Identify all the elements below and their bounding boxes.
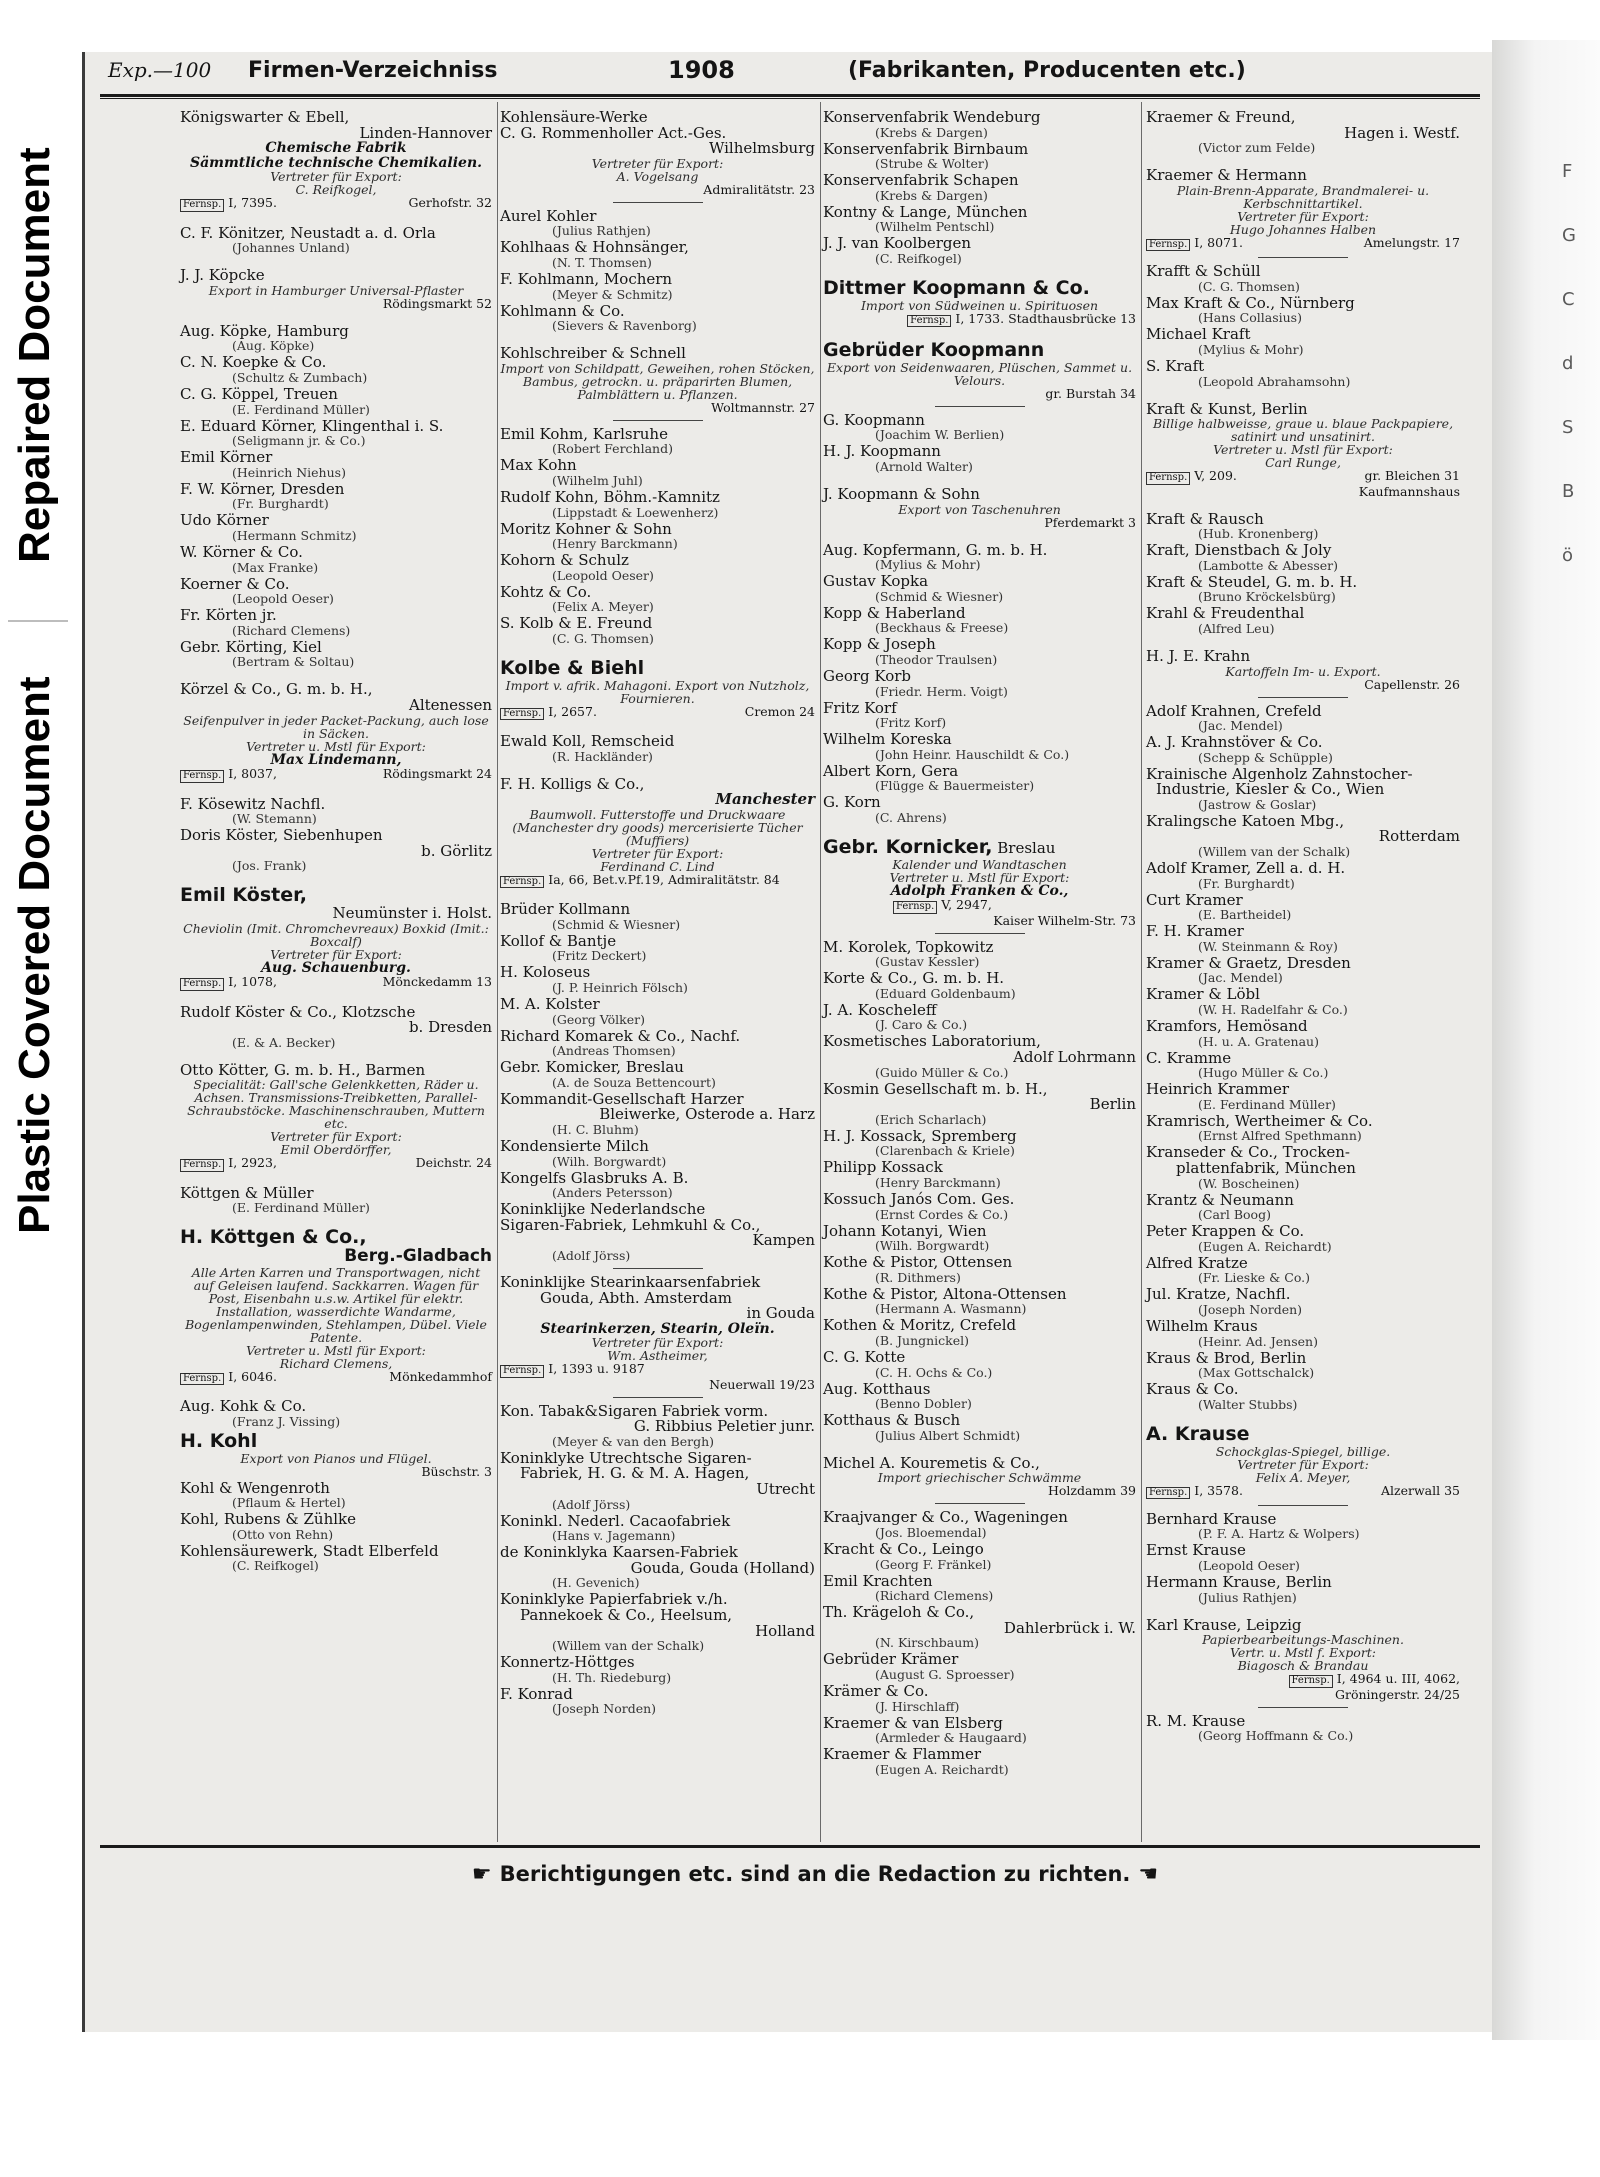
list-item: Konservenfabrik Schapen (Krebs & Dargen) xyxy=(823,171,1019,203)
list-item: Kraus & Co. (Walter Stubbs) xyxy=(1146,1380,1298,1412)
list-item: Karl Krause, Leipzig Papierbearbeitungs-Maschinen. Vertr. u. Mstl f. Export: Biagosch & Brandau Fernsp. I, 4964 u. III, 4062, Gröningerstr. 24/25 xyxy=(1146,1615,1460,1702)
list-item: Kramer & Löbl (W. H. Radelfahr & Co.) xyxy=(1146,985,1348,1018)
list-item: Kraft & Rausch (Hub. Kronenberg) xyxy=(1146,509,1319,542)
list-item: C. G. Kotte (C. H. Ochs & Co.) xyxy=(823,1347,993,1380)
list-item: Aurel Kohler (Julius Rathjen) xyxy=(500,206,651,239)
list-item: Kohtz & Co. (Felix A. Meyer) xyxy=(500,582,654,615)
header-rule xyxy=(100,94,1480,97)
list-item: Kohlschreiber & Schnell Import von Schildpatt, Geweihen, rohen Stöcken, Bambus, getrockn. u. präparirten Blumen, Palmblättern u. Pflanzen. Woltmannstr. 27 xyxy=(500,344,815,415)
list-item: Max Kohn (Wilhelm Juhl) xyxy=(500,456,643,488)
telephone-line: Fernsp. V, 2947, xyxy=(823,898,1136,913)
list-item: Körzel & Co., G. m. b. H., Altenessen Seifenpulver in jeder Packet-Packung, auch lose in Säcken. Vertreter u. Mstl für Export: Max Lindemann, Fernsp. I, 8037, Rödingsmarkt 24 xyxy=(180,680,492,782)
list-item: Krantz & Neumann (Carl Boog) xyxy=(1146,1190,1294,1223)
list-item: Georg Korb (Friedr. Herm. Voigt) xyxy=(823,667,1008,699)
fernsp-badge: Fernsp. xyxy=(180,978,224,990)
list-item: Kracht & Co., Leingo (Georg F. Fränkel) xyxy=(823,1539,992,1572)
list-item: Gebrüder Krämer (August G. Sproesser) xyxy=(823,1650,1015,1682)
list-item: E. Eduard Körner, Klingenthal i. S. (Seligmann jr. & Co.) xyxy=(180,416,444,449)
list-item: Hermann Krause, Berlin (Julius Rathjen) xyxy=(1146,1573,1332,1605)
list-item: S. Kraft (Leopold Abrahamsohn) xyxy=(1146,356,1351,389)
list-item: Ernst Krause (Leopold Oeser) xyxy=(1146,1541,1300,1574)
list-item: J. Koopmann & Sohn Export von Taschenuhren Pferdemarkt 3 xyxy=(823,485,1136,530)
list-item: Kraemer & van Elsberg (Armleder & Haugaard) xyxy=(823,1713,1027,1746)
list-item: Kothe & Pistor, Ottensen (R. Dithmers) xyxy=(823,1253,1013,1285)
list-item: Dittmer Koopmann & Co. Import von Südweinen u. Spirituosen Fernsp. I, 1733. Stadthausbrücke 13 xyxy=(823,276,1136,326)
list-item: F. Kohlmann, Mochern (Meyer & Schmitz) xyxy=(500,269,673,302)
list-item: Fr. Körten jr. (Richard Clemens) xyxy=(180,606,351,638)
list-item: Kollof & Bantje (Fritz Deckert) xyxy=(500,931,647,964)
list-item: Kraemer & Flammer (Eugen A. Reichardt) xyxy=(823,1745,1009,1777)
list-item: Krämer & Co. (J. Hirschlaff) xyxy=(823,1681,960,1714)
list-item: Th. Krägeloh & Co., Dahlerbrück i. W. (N. Kirschbaum) xyxy=(823,1603,1136,1651)
list-item: Rudolf Kohn, Böhm.-Kamnitz (Lippstadt & Loewenherz) xyxy=(500,487,720,520)
fernsp-badge: Fernsp. xyxy=(500,876,544,888)
fernsp-badge: Fernsp. xyxy=(1289,1675,1333,1687)
telephone-line: Fernsp. I, 2923, Deichstr. 24 xyxy=(180,1156,492,1171)
list-item: Fritz Korf (Fritz Korf) xyxy=(823,698,947,731)
list-item: Kralingsche Katoen Mbg., Rotterdam (Willem van der Schalk) xyxy=(1146,811,1460,860)
list-item: Konnertz-Höttges (H. Th. Riedeburg) xyxy=(500,1653,672,1685)
list-item: Aug. Kohk & Co. (Franz J. Vissing) xyxy=(180,1397,341,1429)
list-item: Koninklyke Utrechtsche Sigaren- Fabriek, H. G. & M. A. Hagen, Utrecht (Adolf Jörss) xyxy=(500,1448,815,1512)
list-item: Kothe & Pistor, Altona-Ottensen (Hermann A. Wasmann) xyxy=(823,1284,1067,1317)
list-item: Bernhard Krause (P. F. A. Hartz & Wolpers) xyxy=(1146,1509,1360,1542)
list-item: Koninklijke Nederlandsche Sigaren-Fabriek, Lehmkuhl & Co., Kampen (Adolf Jörss) xyxy=(500,1200,815,1263)
list-item: Kohorn & Schulz (Leopold Oeser) xyxy=(500,551,654,583)
page-number: Exp.—100 xyxy=(108,58,212,82)
list-item: Gebr. Kornicker, Breslau Kalender und Wandtaschen Vertreter u. Mstl für Export: Adolph Franken & Co., Fernsp. V, 2947, Kaiser Wilhelm-Str. 73 xyxy=(823,835,1136,928)
list-item: H. Köttgen & Co., Berg.-Gladbach Alle Arten Karren und Transportwagen, nicht auf Geleisen laufend. Sackkarren. Wagen für Post, Eisenbahn u.s.w. Artikel für elektr. Installation, wasserdichte Wandarme, Bogenlampenwinden, Stehlampen, Dübel. Viele Patente. Vertreter u. Mstl für Export: Richard Clemens, Fernsp. I, 6046. Mönkedammhof xyxy=(180,1226,492,1384)
list-item: H. J. Kossack, Spremberg (Clarenbach & Kriele) xyxy=(823,1126,1017,1159)
list-item: Kohlmann & Co. (Sievers & Ravenborg) xyxy=(500,301,697,334)
list-item: Kohl & Wengenroth (Pflaum & Hertel) xyxy=(180,1478,346,1511)
list-item: Kramrisch, Wertheimer & Co. (Ernst Alfred Spethmann) xyxy=(1146,1111,1373,1144)
entry-divider xyxy=(1258,1707,1348,1708)
list-item: Gustav Kopka (Schmid & Wiesner) xyxy=(823,572,1004,604)
list-item: M. Korolek, Topkowitz (Gustav Kessler) xyxy=(823,937,994,970)
list-item: Koninkl. Nederl. Cacaofabriek (Hans v. Jagemann) xyxy=(500,1511,731,1544)
list-item: Heinrich Krammer (E. Ferdinand Müller) xyxy=(1146,1080,1336,1112)
page-header xyxy=(108,50,1318,90)
list-item: H. J. E. Krahn Kartoffeln Im- u. Export. Capellenstr. 26 xyxy=(1146,646,1460,692)
list-item: Korte & Co., G. m. b. H. (Eduard Goldenbaum) xyxy=(823,969,1016,1001)
fernsp-badge: Fernsp. xyxy=(1146,472,1190,484)
list-item: Kohlensäure-Werke C. G. Rommenholler Act.-Ges. Wilhelmsburg Vertreter für Export: A. Vogelsang Admiralitätstr. 23 xyxy=(500,108,815,197)
list-item: Konservenfabrik Wendeburg (Krebs & Dargen) xyxy=(823,108,1041,140)
list-item: A. Krause Schockglas-Spiegel, billige. Vertreter für Export: Felix A. Meyer, Fernsp. I, 3578. Alzerwall 35 xyxy=(1146,1422,1460,1498)
list-item: Wilhelm Koreska (John Heinr. Hauschildt & Co.) xyxy=(823,730,1070,762)
list-item: Ewald Koll, Remscheid (R. Hackländer) xyxy=(500,732,675,764)
list-item: Curt Kramer (E. Bartheidel) xyxy=(1146,890,1292,923)
entry-divider xyxy=(935,933,1025,934)
fernsp-badge: Fernsp. xyxy=(500,1365,544,1377)
column-separator xyxy=(497,102,498,1842)
next-page-edge-text: F G C d S B ö xyxy=(1562,161,1576,566)
list-item: F. W. Körner, Dresden (Fr. Burghardt) xyxy=(180,479,345,512)
list-item: Kon. Tabak&Sigaren Fabriek vorm. G. Ribbius Peletier junr. (Meyer & van den Bergh) xyxy=(500,1401,815,1449)
next-page-edge xyxy=(1492,40,1600,2040)
list-item: H. J. Koopmann (Arnold Walter) xyxy=(823,442,973,475)
list-item: R. M. Krause (Georg Hoffmann & Co.) xyxy=(1146,1711,1354,1744)
list-item: J. J. van Koolbergen (C. Reifkogel) xyxy=(823,234,972,266)
list-item: G. Koopmann (Joachim W. Berlien) xyxy=(823,410,1005,443)
column-separator xyxy=(820,102,821,1842)
footer-note: ☛ Berichtigungen etc. sind an die Redaction zu richten. ☚ xyxy=(471,1862,1159,1887)
directory-title: Firmen-Verzeichniss xyxy=(248,57,498,83)
list-item: Koninklijke Stearinkaarsenfabriek Gouda, Abth. Amsterdam in Gouda Stearinkerzen, Stearin, Oleïn. Vertreter für Export: Wm. Astheimer, Fernsp. I, 1393 u. 9187 Neuerwall 19/23 xyxy=(500,1272,815,1392)
list-item: Köttgen & Müller (E. Ferdinand Müller) xyxy=(180,1183,370,1216)
fernsp-badge: Fernsp. xyxy=(500,708,544,720)
list-item: Kosmin Gesellschaft m. b. H., Berlin (Erich Scharlach) xyxy=(823,1079,1136,1127)
list-item: Michel A. Kouremetis & Co., Import griechischer Schwämme Holzdamm 39 xyxy=(823,1453,1136,1499)
list-item: Michael Kraft (Mylius & Mohr) xyxy=(1146,325,1304,357)
telephone-line: Fernsp. I, 3578. Alzerwall 35 xyxy=(1146,1484,1460,1499)
entry-divider xyxy=(935,1503,1025,1504)
telephone-line: Fernsp. I, 1078, Mönckedamm 13 xyxy=(180,975,492,990)
list-item: Kraft & Kunst, Berlin Billige halbweisse, graue u. blaue Packpapiere, satinirt und unsatinirt. Vertreter u. Mstl für Export: Carl Runge, Fernsp. V, 209. gr. Bleichen 31 Kaufmannshaus xyxy=(1146,399,1460,499)
list-item: Rudolf Köster & Co., Klotzsche b. Dresden (E. & A. Becker) xyxy=(180,1002,492,1050)
list-item: M. A. Kolster (Georg Völker) xyxy=(500,995,645,1027)
list-item: Kohl, Rubens & Zühlke (Otto von Rehn) xyxy=(180,1510,357,1542)
directory-column-1 xyxy=(180,110,492,1575)
list-item: Alfred Kratze (Fr. Lieske & Co.) xyxy=(1146,1253,1310,1286)
list-item: Emil Krachten (Richard Clemens) xyxy=(823,1571,994,1604)
list-item: Kraft, Dienstbach & Joly (Lambotte & Abesser) xyxy=(1146,541,1339,573)
entry-divider xyxy=(1258,257,1348,258)
list-item: Wilhelm Kraus (Heinr. Ad. Jensen) xyxy=(1146,1316,1318,1349)
list-item: Kraemer & Hermann Plain-Brenn-Apparate, Brandmalerei- u. Kerbschnittartikel. Vertreter für Export: Hugo Johannes Halben Fernsp. I, 8071. Amelungstr. 17 xyxy=(1146,166,1460,250)
pointing-hand-icon: ☚ xyxy=(1138,1862,1159,1887)
list-item: H. Koloseus (J. P. Heinrich Fölsch) xyxy=(500,963,688,995)
list-item: Adolf Krahnen, Crefeld (Jac. Mendel) xyxy=(1146,701,1322,734)
list-item: Kohlhaas & Hohnsänger, (N. T. Thomsen) xyxy=(500,238,689,270)
fernsp-badge: Fernsp. xyxy=(907,315,951,327)
telephone-line: Fernsp. V, 209. gr. Bleichen 31 xyxy=(1146,469,1460,484)
list-item: C. F. Könitzer, Neustadt a. d. Orla (Johannes Unland) xyxy=(180,223,436,256)
list-item: Kontny & Lange, München (Wilhelm Pentschl) xyxy=(823,202,1028,235)
list-item: Kongelfs Glasbruks A. B. (Anders Petersson) xyxy=(500,1168,689,1201)
list-item: Emil Kohm, Karlsruhe (Robert Ferchland) xyxy=(500,424,673,457)
list-item: Emil Köster, Neumünster i. Holst. Cheviolin (Imit. Chromchevreaux) Boxkid (Imit.: Boxcalf) Vertreter für Export: Aug. Schauenburg. Fernsp. I, 1078, Mönckedamm 13 xyxy=(180,884,492,990)
list-item: Kramfors, Hemösand (H. u. A. Gratenau) xyxy=(1146,1017,1319,1049)
list-item: Otto Kötter, G. m. b. H., Barmen Specialität: Gall'sche Gelenkketten, Räder u. Achsen. Transmissions-Treibketten, Parallel-Schraubstöcke. Maschinenschrauben, Muttern etc. Vertreter für Export: Emil Oberdörffer, Fernsp. I, 2923, Deichstr. 24 xyxy=(180,1060,492,1171)
list-item: Kranseder & Co., Trocken- plattenfabrik, München (W. Boscheinen) xyxy=(1146,1143,1356,1191)
entry-divider xyxy=(1258,697,1348,698)
list-item: F. H. Kramer (W. Steinmann & Roy) xyxy=(1146,922,1338,954)
list-item: C. Kramme (Hugo Müller & Co.) xyxy=(1146,1048,1329,1081)
list-item: Philipp Kossack (Henry Barckmann) xyxy=(823,1158,1001,1191)
list-item: Johann Kotanyi, Wien (Wilh. Borgwardt) xyxy=(823,1221,990,1254)
fernsp-badge: Fernsp. xyxy=(180,199,224,211)
list-item: Kraajvanger & Co., Wageningen (Jos. Bloemendal) xyxy=(823,1508,1068,1540)
repaired-document-label: Repaired Document xyxy=(10,147,59,563)
list-item: Kotthaus & Busch (Julius Albert Schmidt) xyxy=(823,1411,1021,1443)
list-item: Jul. Kratze, Nachfl. (Joseph Norden) xyxy=(1146,1285,1303,1317)
list-item: Gebr. Komicker, Breslau (A. de Souza Bettencourt) xyxy=(500,1058,716,1090)
list-item: Kondensierte Milch (Wilh. Borgwardt) xyxy=(500,1136,667,1169)
list-item: Kopp & Joseph (Theodor Traulsen) xyxy=(823,635,998,668)
list-item: de Koninklyka Kaarsen-Fabriek Gouda, Gouda (Holland) (H. Gevenich) xyxy=(500,1543,815,1591)
fernsp-badge: Fernsp. xyxy=(893,901,937,913)
entry-divider xyxy=(613,1397,703,1398)
list-item: A. J. Krahnstöver & Co. (Schepp & Schüpple) xyxy=(1146,733,1333,765)
telephone-line: Fernsp. I, 8071. Amelungstr. 17 xyxy=(1146,236,1460,251)
directory-column-3 xyxy=(823,110,1136,1779)
side-label-panel xyxy=(0,95,78,1234)
entry-divider xyxy=(613,202,703,203)
telephone-line: Fernsp. Ia, 66, Bet.v.Pf.19, Admiralitätstr. 84 xyxy=(500,873,815,888)
list-item: Gebr. Körting, Kiel (Bertram & Soltau) xyxy=(180,637,355,670)
entry-divider xyxy=(935,406,1025,407)
list-item: Kraft & Steudel, G. m. b. H. (Bruno Kröckelsbürg) xyxy=(1146,572,1358,605)
telephone-line: Fernsp. I, 2657. Cremon 24 xyxy=(500,705,815,720)
list-item: Kopp & Haberland (Beckhaus & Freese) xyxy=(823,603,1009,636)
list-item: Emil Körner (Heinrich Niehus) xyxy=(180,448,346,480)
list-item: Koninklyke Papierfabriek v./h. Pannekoek & Co., Heelsum, Holland (Willem van der Schalk) xyxy=(500,1590,815,1654)
list-item: Gebrüder Koopmann Export von Seidenwaaren, Plüschen, Sammet u. Velours. gr. Burstah 34 xyxy=(823,339,1136,401)
list-item: Brüder Kollmann (Schmid & Wiesner) xyxy=(500,900,681,932)
list-item: H. Kohl Export von Pianos und Flügel. Büschstr. 3 xyxy=(180,1429,492,1479)
list-item: Albert Korn, Gera (Flügge & Bauermeister) xyxy=(823,761,1035,794)
list-item: Kramer & Graetz, Dresden (Jac. Mendel) xyxy=(1146,953,1351,986)
list-item: Aug. Köpke, Hamburg (Aug. Köpke) xyxy=(180,321,349,354)
fernsp-badge: Fernsp. xyxy=(180,770,224,782)
fernsp-badge: Fernsp. xyxy=(1146,1487,1190,1499)
pointing-hand-icon: ☛ xyxy=(471,1862,492,1887)
list-item: Adolf Kramer, Zell a. d. H. (Fr. Burghardt) xyxy=(1146,859,1346,891)
list-item: Königswarter & Ebell, Linden-Hannover Chemische Fabrik Sämmtliche technische Chemikalien. Vertreter für Export: C. Reifkogel, Fernsp. I, 7395. Gerhofstr. 32 xyxy=(180,108,492,211)
list-item: Aug. Kotthaus (Benno Dobler) xyxy=(823,1379,972,1412)
list-item: F. Konrad (Joseph Norden) xyxy=(500,1684,657,1717)
list-item: Kraemer & Freund, Hagen i. Westf. (Victor zum Felde) xyxy=(1146,108,1460,156)
list-item: Kosmetisches Laboratorium, Adolf Lohrmann (Guido Müller & Co.) xyxy=(823,1032,1136,1080)
list-item: Kothen & Moritz, Crefeld (B. Jungnickel) xyxy=(823,1316,1017,1348)
list-item: C. G. Köppel, Treuen (E. Ferdinand Müller) xyxy=(180,385,370,417)
directory-column-2 xyxy=(500,110,815,1718)
list-item: Koerner & Co. (Leopold Oeser) xyxy=(180,574,334,607)
telephone-line: Fernsp. I, 4964 u. III, 4062, xyxy=(1146,1672,1460,1687)
telephone-line: Fernsp. I, 1733. Stadthausbrücke 13 xyxy=(823,312,1136,327)
list-item: W. Körner & Co. (Max Franke) xyxy=(180,543,319,575)
directory-subtitle: (Fabrikanten, Producenten etc.) xyxy=(848,57,1246,83)
list-item: Doris Köster, Siebenhupen b. Görlitz (Jos. Frank) xyxy=(180,826,492,874)
list-item: Peter Krappen & Co. (Eugen A. Reichardt) xyxy=(1146,1222,1332,1254)
list-item: S. Kolb & E. Freund (C. G. Thomsen) xyxy=(500,614,654,646)
list-item: J. J. Köpcke Export in Hamburger Universal-Pflaster Rödingsmarkt 52 xyxy=(180,266,492,311)
list-item: Udo Körner (Hermann Schmitz) xyxy=(180,511,357,544)
fernsp-badge: Fernsp. xyxy=(1146,239,1190,251)
directory-column-4 xyxy=(1146,110,1460,1745)
list-item: Kraus & Brod, Berlin (Max Gottschalck) xyxy=(1146,1348,1315,1381)
list-item: Konservenfabrik Birnbaum (Strube & Wolter) xyxy=(823,139,1029,172)
list-item: J. A. Koscheleff (J. Caro & Co.) xyxy=(823,1000,968,1033)
list-item: Krafft & Schüll (C. G. Thomsen) xyxy=(1146,262,1300,294)
list-item: Krahl & Freudenthal (Alfred Leu) xyxy=(1146,604,1305,636)
list-item: C. N. Koepke & Co. (Schultz & Zumbach) xyxy=(180,353,368,386)
list-item: Krainische Algenholz Zahnstocher- Industrie, Kiesler & Co., Wien (Jastrow & Goslar) xyxy=(1146,764,1413,812)
list-item: Kohlensäurewerk, Stadt Elberfeld (C. Reifkogel) xyxy=(180,1541,439,1574)
footer-rule xyxy=(100,1845,1480,1848)
fernsp-badge: Fernsp. xyxy=(180,1159,224,1171)
list-item: G. Korn (C. Ahrens) xyxy=(823,793,947,825)
list-item: Max Kraft & Co., Nürnberg (Hans Collasius) xyxy=(1146,293,1355,326)
list-item: Richard Komarek & Co., Nachf. (Andreas Thomsen) xyxy=(500,1026,741,1059)
fernsp-badge: Fernsp. xyxy=(180,1373,224,1385)
telephone-line: Fernsp. I, 8037, Rödingsmarkt 24 xyxy=(180,767,492,782)
year: 1908 xyxy=(668,56,735,84)
list-item: Aug. Kopfermann, G. m. b. H. (Mylius & Mohr) xyxy=(823,540,1048,573)
telephone-line: Fernsp. I, 6046. Mönkedammhof xyxy=(180,1370,492,1385)
column-separator xyxy=(1141,102,1142,1842)
list-item: F. Kösewitz Nachfl. (W. Stemann) xyxy=(180,794,326,827)
list-item: Kommandit-Gesellschaft Harzer Bleiwerke, Osterode a. Harz (H. C. Bluhm) xyxy=(500,1089,815,1137)
list-item: Kolbe & Biehl Import v. afrik. Mahagoni. Export von Nutzholz, Fournieren. Fernsp. I, 2657. Cremon 24 xyxy=(500,656,815,719)
list-item: Kossuch Janós Com. Ges. (Ernst Cordes & Co.) xyxy=(823,1190,1015,1222)
header-rule-thin xyxy=(100,98,1480,99)
side-label-divider xyxy=(8,620,68,622)
telephone-line: Fernsp. I, 1393 u. 9187 xyxy=(500,1362,815,1377)
plastic-covered-document-label: Plastic Covered Document xyxy=(10,676,59,1234)
list-item: F. H. Kolligs & Co., Manchester Baumwoll. Futterstoffe und Druckwaare (Manchester dry goods) mercerisierte Tücher (Muffiers) Vertreter für Export: Ferdinand C. Lind Fernsp. Ia, 66, Bet.v.Pf.19, Admiralitätstr. 84 xyxy=(500,774,815,887)
entry-divider xyxy=(613,1268,703,1269)
entry-divider xyxy=(613,420,703,421)
list-item: Moritz Kohner & Sohn (Henry Barckmann) xyxy=(500,519,678,552)
telephone-line: Fernsp. I, 7395. Gerhofstr. 32 xyxy=(180,196,492,211)
entry-divider xyxy=(1258,1505,1348,1506)
